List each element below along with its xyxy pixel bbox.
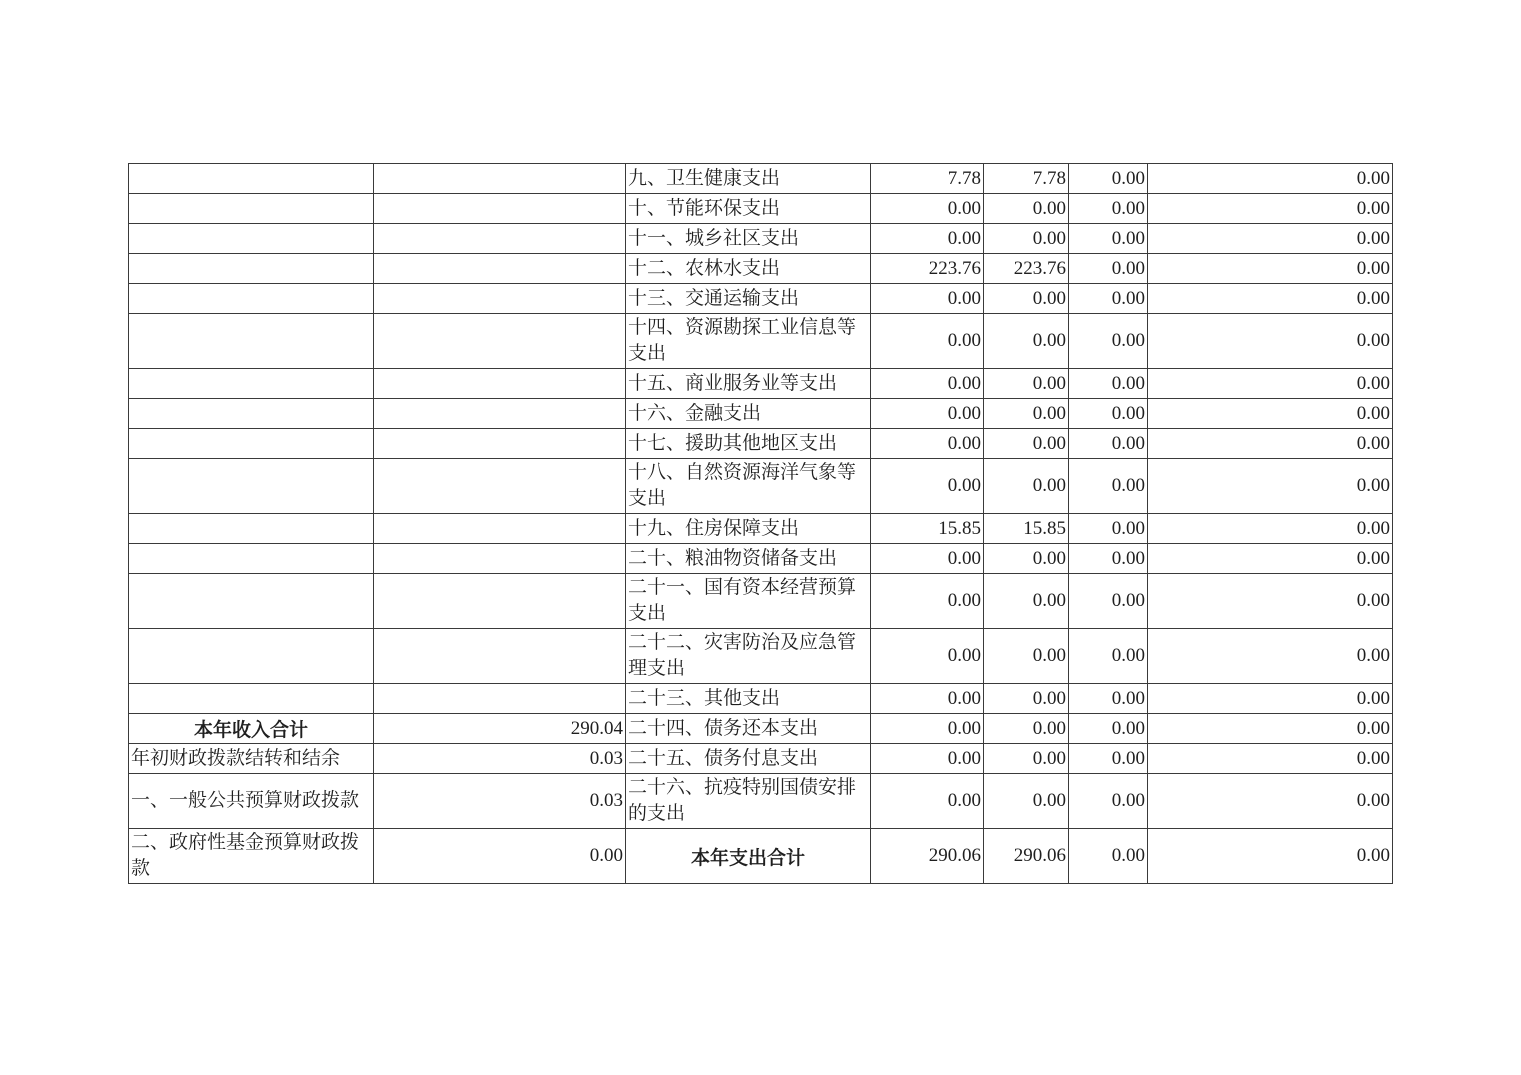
- income-amount-cell: [374, 429, 626, 459]
- expense-amount-col1-cell: 0.00: [871, 459, 984, 514]
- expense-amount-col1-cell: 0.00: [871, 629, 984, 684]
- budget-table-body: [129, 164, 1393, 884]
- expense-amount-col2-cell: 7.78: [984, 164, 1069, 194]
- expense-amount-col2-cell: 0.00: [984, 399, 1069, 429]
- income-amount-cell: [374, 514, 626, 544]
- expense-amount-col3-cell: 0.00: [1069, 714, 1148, 744]
- expense-amount-col1-cell: 7.78: [871, 164, 984, 194]
- expense-amount-col3-cell: 0.00: [1069, 194, 1148, 224]
- expense-amount-col4-cell: 0.00: [1148, 369, 1393, 399]
- income-item-cell: [129, 459, 374, 514]
- expense-item-cell: 十一、城乡社区支出: [626, 224, 871, 254]
- expense-amount-col4-cell: 0.00: [1148, 459, 1393, 514]
- expense-amount-col1-cell: 15.85: [871, 514, 984, 544]
- document-page: [128, 163, 1393, 884]
- income-item-cell: [129, 399, 374, 429]
- expense-item-cell: 二十五、债务付息支出: [626, 744, 871, 774]
- expense-amount-col3-cell: 0.00: [1069, 164, 1148, 194]
- table-row: [129, 314, 1393, 369]
- expense-amount-col1-cell: 0.00: [871, 399, 984, 429]
- expense-amount-col2-cell: 290.06: [984, 829, 1069, 884]
- expense-amount-col4-cell: 0.00: [1148, 429, 1393, 459]
- income-amount-cell: [374, 224, 626, 254]
- expense-amount-col4-cell: 0.00: [1148, 514, 1393, 544]
- income-amount-cell: [374, 194, 626, 224]
- expense-item-cell: 二十一、国有资本经营预算支出: [626, 574, 871, 629]
- income-item-cell: [129, 429, 374, 459]
- expense-amount-col2-cell: 223.76: [984, 254, 1069, 284]
- expense-amount-col4-cell: 0.00: [1148, 629, 1393, 684]
- income-item-cell: [129, 684, 374, 714]
- table-row: [129, 514, 1393, 544]
- expense-amount-col2-cell: 15.85: [984, 514, 1069, 544]
- expense-amount-col4-cell: 0.00: [1148, 574, 1393, 629]
- expense-item-cell: 十四、资源勘探工业信息等支出: [626, 314, 871, 369]
- expense-item-cell: 本年支出合计: [626, 829, 871, 884]
- expense-amount-col2-cell: 0.00: [984, 369, 1069, 399]
- income-item-cell: [129, 254, 374, 284]
- table-row: [129, 429, 1393, 459]
- expense-amount-col2-cell: 0.00: [984, 194, 1069, 224]
- income-item-cell: [129, 194, 374, 224]
- expense-amount-col4-cell: 0.00: [1148, 684, 1393, 714]
- table-row: [129, 194, 1393, 224]
- expense-amount-col3-cell: 0.00: [1069, 574, 1148, 629]
- table-row: [129, 744, 1393, 774]
- income-item-cell: [129, 164, 374, 194]
- expense-amount-col2-cell: 0.00: [984, 314, 1069, 369]
- expense-amount-col3-cell: 0.00: [1069, 629, 1148, 684]
- expense-item-cell: 十二、农林水支出: [626, 254, 871, 284]
- expense-item-cell: 十六、金融支出: [626, 399, 871, 429]
- expense-amount-col2-cell: 0.00: [984, 744, 1069, 774]
- expense-amount-col1-cell: 0.00: [871, 429, 984, 459]
- income-amount-cell: [374, 629, 626, 684]
- expense-item-cell: 二十、粮油物资储备支出: [626, 544, 871, 574]
- expense-amount-col2-cell: 0.00: [984, 544, 1069, 574]
- expense-amount-col4-cell: 0.00: [1148, 774, 1393, 829]
- expense-amount-col3-cell: 0.00: [1069, 544, 1148, 574]
- expense-item-cell: 二十四、债务还本支出: [626, 714, 871, 744]
- table-row: [129, 459, 1393, 514]
- income-amount-cell: [374, 369, 626, 399]
- expense-amount-col4-cell: 0.00: [1148, 314, 1393, 369]
- income-amount-cell: [374, 684, 626, 714]
- table-row: [129, 399, 1393, 429]
- expense-amount-col2-cell: 0.00: [984, 684, 1069, 714]
- expense-item-cell: 十八、自然资源海洋气象等支出: [626, 459, 871, 514]
- income-amount-cell: [374, 254, 626, 284]
- expense-item-cell: 二十六、抗疫特别国债安排的支出: [626, 774, 871, 829]
- income-item-cell: [129, 574, 374, 629]
- expense-amount-col4-cell: 0.00: [1148, 224, 1393, 254]
- income-amount-cell: [374, 459, 626, 514]
- expense-amount-col4-cell: 0.00: [1148, 284, 1393, 314]
- expense-amount-col1-cell: 223.76: [871, 254, 984, 284]
- expense-amount-col1-cell: 0.00: [871, 544, 984, 574]
- income-amount-cell: [374, 574, 626, 629]
- table-row: [129, 574, 1393, 629]
- income-amount-cell: 0.03: [374, 774, 626, 829]
- expense-amount-col4-cell: 0.00: [1148, 829, 1393, 884]
- expense-amount-col1-cell: 0.00: [871, 284, 984, 314]
- income-item-cell: 一、一般公共预算财政拨款: [129, 774, 374, 829]
- expense-amount-col3-cell: 0.00: [1069, 459, 1148, 514]
- expense-amount-col1-cell: 0.00: [871, 744, 984, 774]
- expense-item-cell: 十三、交通运输支出: [626, 284, 871, 314]
- expense-amount-col3-cell: 0.00: [1069, 514, 1148, 544]
- income-item-cell: [129, 514, 374, 544]
- expense-amount-col3-cell: 0.00: [1069, 684, 1148, 714]
- table-row: [129, 224, 1393, 254]
- income-item-cell: [129, 314, 374, 369]
- income-amount-cell: 290.04: [374, 714, 626, 744]
- table-row: [129, 284, 1393, 314]
- expense-amount-col1-cell: 0.00: [871, 194, 984, 224]
- budget-table: [128, 163, 1393, 884]
- expense-amount-col2-cell: 0.00: [984, 429, 1069, 459]
- income-amount-cell: [374, 544, 626, 574]
- income-item-cell: 二、政府性基金预算财政拨款: [129, 829, 374, 884]
- expense-amount-col2-cell: 0.00: [984, 224, 1069, 254]
- expense-amount-col2-cell: 0.00: [984, 574, 1069, 629]
- expense-amount-col4-cell: 0.00: [1148, 254, 1393, 284]
- table-row: [129, 714, 1393, 744]
- income-amount-cell: 0.00: [374, 829, 626, 884]
- expense-amount-col2-cell: 0.00: [984, 774, 1069, 829]
- income-amount-cell: [374, 164, 626, 194]
- income-item-cell: [129, 284, 374, 314]
- table-row: [129, 829, 1393, 884]
- table-row: [129, 774, 1393, 829]
- expense-item-cell: 十五、商业服务业等支出: [626, 369, 871, 399]
- expense-amount-col3-cell: 0.00: [1069, 224, 1148, 254]
- income-amount-cell: [374, 314, 626, 369]
- expense-item-cell: 十、节能环保支出: [626, 194, 871, 224]
- income-item-cell: [129, 369, 374, 399]
- expense-amount-col1-cell: 0.00: [871, 774, 984, 829]
- expense-amount-col3-cell: 0.00: [1069, 369, 1148, 399]
- income-item-cell: 本年收入合计: [129, 714, 374, 744]
- expense-amount-col1-cell: 0.00: [871, 314, 984, 369]
- expense-amount-col1-cell: 0.00: [871, 714, 984, 744]
- expense-amount-col3-cell: 0.00: [1069, 829, 1148, 884]
- expense-amount-col1-cell: 0.00: [871, 684, 984, 714]
- table-row: [129, 164, 1393, 194]
- income-amount-cell: [374, 284, 626, 314]
- income-amount-cell: 0.03: [374, 744, 626, 774]
- expense-amount-col3-cell: 0.00: [1069, 254, 1148, 284]
- expense-amount-col4-cell: 0.00: [1148, 714, 1393, 744]
- expense-amount-col2-cell: 0.00: [984, 629, 1069, 684]
- expense-item-cell: 二十三、其他支出: [626, 684, 871, 714]
- expense-amount-col3-cell: 0.00: [1069, 314, 1148, 369]
- expense-item-cell: 九、卫生健康支出: [626, 164, 871, 194]
- expense-amount-col1-cell: 0.00: [871, 224, 984, 254]
- expense-amount-col1-cell: 290.06: [871, 829, 984, 884]
- income-item-cell: [129, 224, 374, 254]
- expense-amount-col4-cell: 0.00: [1148, 194, 1393, 224]
- expense-amount-col1-cell: 0.00: [871, 369, 984, 399]
- expense-amount-col1-cell: 0.00: [871, 574, 984, 629]
- table-row: [129, 629, 1393, 684]
- expense-amount-col4-cell: 0.00: [1148, 164, 1393, 194]
- expense-amount-col3-cell: 0.00: [1069, 774, 1148, 829]
- income-item-cell: 年初财政拨款结转和结余: [129, 744, 374, 774]
- expense-amount-col2-cell: 0.00: [984, 284, 1069, 314]
- expense-item-cell: 十九、住房保障支出: [626, 514, 871, 544]
- expense-amount-col2-cell: 0.00: [984, 714, 1069, 744]
- income-amount-cell: [374, 399, 626, 429]
- table-row: [129, 254, 1393, 284]
- table-row: [129, 369, 1393, 399]
- expense-amount-col4-cell: 0.00: [1148, 544, 1393, 574]
- expense-item-cell: 二十二、灾害防治及应急管理支出: [626, 629, 871, 684]
- expense-amount-col4-cell: 0.00: [1148, 399, 1393, 429]
- table-row: [129, 684, 1393, 714]
- income-item-cell: [129, 544, 374, 574]
- expense-amount-col4-cell: 0.00: [1148, 744, 1393, 774]
- expense-amount-col2-cell: 0.00: [984, 459, 1069, 514]
- table-row: [129, 544, 1393, 574]
- expense-amount-col3-cell: 0.00: [1069, 284, 1148, 314]
- income-item-cell: [129, 629, 374, 684]
- expense-amount-col3-cell: 0.00: [1069, 429, 1148, 459]
- expense-amount-col3-cell: 0.00: [1069, 744, 1148, 774]
- expense-amount-col3-cell: 0.00: [1069, 399, 1148, 429]
- expense-item-cell: 十七、援助其他地区支出: [626, 429, 871, 459]
